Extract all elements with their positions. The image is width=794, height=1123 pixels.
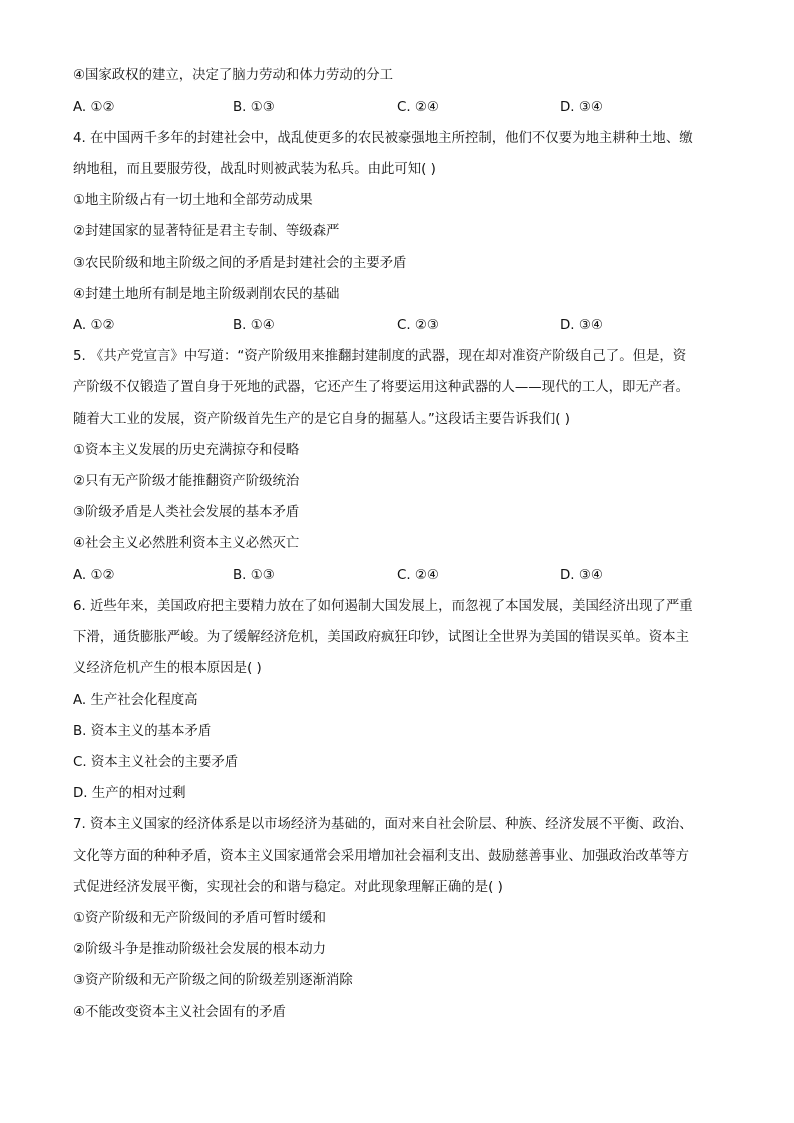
q4-option-c: C. ②③ [397, 318, 439, 333]
q7-statement-3: ③资产阶级和无产阶级之间的阶级差别逐渐消除 [73, 973, 353, 988]
q3-option-c: C. ②④ [397, 100, 439, 115]
q7-stem-line-1: 7. 资本主义国家的经济体系是以市场经济为基础的，面对来自社会阶层、种族、经济发展不平衡、政治、 [73, 817, 693, 832]
q4-options [73, 316, 733, 336]
q4-statement-3: ③农民阶级和地主阶级之间的矛盾是封建社会的主要矛盾 [73, 256, 407, 271]
q5-option-c: C. ②④ [397, 568, 439, 583]
q6-choice-d: D. 生产的相对过剩 [73, 786, 186, 801]
q6-stem-line-3: 义经济危机产生的根本原因是( ) [73, 661, 262, 676]
q5-option-b: B. ①③ [233, 568, 275, 583]
q4-option-a: A. ①② [73, 318, 115, 333]
q4-option-d: D. ③④ [560, 318, 603, 333]
q4-option-b: B. ①④ [233, 318, 275, 333]
q7-statement-1: ①资产阶级和无产阶级间的矛盾可暂时缓和 [73, 911, 327, 926]
q6-stem-line-2: 下滑，通货膨胀严峻。为了缓解经济危机，美国政府疯狂印钞，试图让全世界为美国的错误买单。资本主 [73, 630, 689, 645]
q3-option-d: D. ③④ [560, 100, 603, 115]
q4-statement-1: ①地主阶级占有一切土地和全部劳动成果 [73, 193, 313, 208]
q4-statement-4: ④封建土地所有制是地主阶级剥削农民的基础 [73, 287, 340, 302]
q5-option-d: D. ③④ [560, 568, 603, 583]
q6-choice-b: B. 资本主义的基本矛盾 [73, 724, 212, 739]
q7-stem-line-2: 文化等方面的种种矛盾，资本主义国家通常会采用增加社会福利支出、鼓励慈善事业、加强政治改革等方 [73, 849, 689, 864]
q5-statement-4: ④社会主义必然胜利资本主义必然灭亡 [73, 536, 300, 551]
q5-stem-line-3: 随着大工业的发展，资产阶级首先生产的是它自身的掘墓人。”这段话主要告诉我们( ) [73, 412, 571, 427]
q6-choice-c: C. 资本主义社会的主要矛盾 [73, 755, 239, 770]
q5-statement-3: ③阶级矛盾是人类社会发展的基本矛盾 [73, 505, 300, 520]
q4-stem-line-2: 纳地租，而且要服劳役，战乱时则被武装为私兵。由此可知( ) [73, 162, 436, 177]
q6-choice-a: A. 生产社会化程度高 [73, 693, 198, 708]
q5-stem-line-1: 5. 《共产党宣言》中写道：“资产阶级用来推翻封建制度的武器，现在却对准资产阶级自己了。但是，资 [73, 349, 687, 364]
q5-statement-1: ①资本主义发展的历史充满掠夺和侵略 [73, 443, 300, 458]
q7-statement-2: ②阶级斗争是推动阶级社会发展的根本动力 [73, 942, 327, 957]
q3-options [73, 98, 733, 118]
q4-stem-line-1: 4. 在中国两千多年的封建社会中，战乱使更多的农民被豪强地主所控制，他们不仅要为地主耕种土地、缴 [73, 131, 693, 146]
q7-stem-line-3: 式促进经济发展平衡，实现社会的和谐与稳定。对此现象理解正确的是( ) [73, 880, 503, 895]
q4-statement-2: ②封建国家的显著特征是君主专制、等级森严 [73, 224, 340, 239]
q5-statement-2: ②只有无产阶级才能推翻资产阶级统治 [73, 474, 300, 489]
q5-option-a: A. ①② [73, 568, 115, 583]
q3-option-a: A. ①② [73, 100, 115, 115]
q7-statement-4: ④不能改变资本主义社会固有的矛盾 [73, 1005, 286, 1020]
q6-stem-line-1: 6. 近些年来，美国政府把主要精力放在了如何遏制大国发展上，而忽视了本国发展，美国经济出现了严重 [73, 599, 693, 614]
q3-statement-4: ④国家政权的建立，决定了脑力劳动和体力劳动的分工 [73, 68, 393, 83]
q5-options [73, 566, 733, 586]
q3-option-b: B. ①③ [233, 100, 275, 115]
q5-stem-line-2: 产阶级不仅锻造了置自身于死地的武器，它还产生了将要运用这种武器的人——现代的工人，即无产者。 [73, 380, 689, 395]
